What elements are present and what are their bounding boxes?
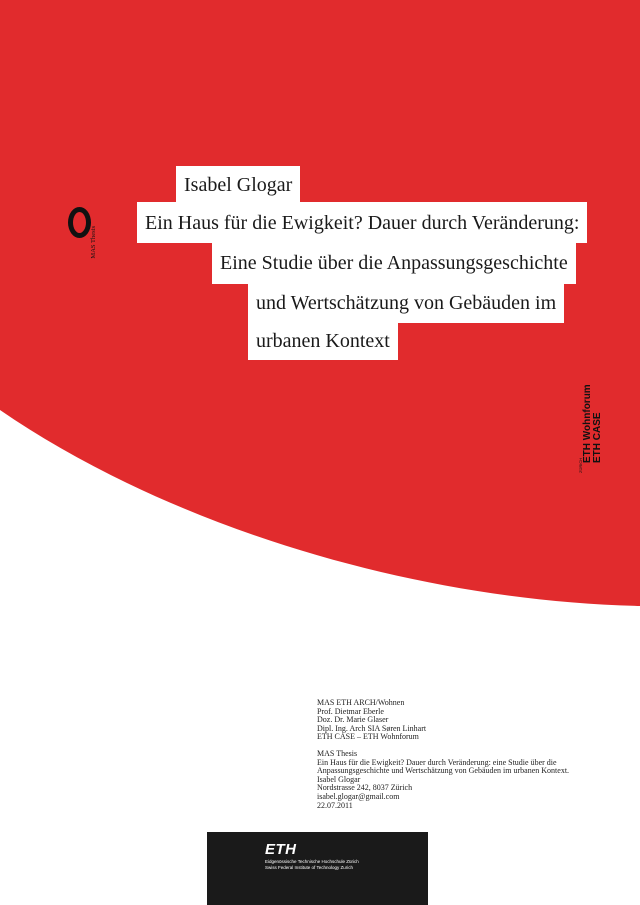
info-program-line: Doz. Dr. Marie Glaser (317, 715, 389, 725)
info-thesis-line: Anpassungsgeschichte und Wertschätzung von Gebäuden im urbanen Kontext. (317, 766, 570, 776)
title-line-2: Eine Studie über die Anpassungsgeschichte (212, 242, 576, 284)
info-thesis-line: Ein Haus für die Ewigkeit? Dauer durch Veränderung: eine Studie über die (317, 757, 557, 767)
info-thesis-line: MAS Thesis (317, 748, 358, 758)
info-program-line: Dipl. Ing. Arch SIA Søren Linhart (317, 723, 427, 733)
info-program-line: MAS ETH ARCH/Wohnen (317, 698, 405, 707)
side-branding (560, 360, 603, 480)
eth-name-english: Swiss Federal Institute of Technology Zurich (265, 865, 353, 870)
eth-logo: ETH (265, 841, 297, 858)
thesis-info-block (317, 699, 617, 810)
side-wohnforum-label: ETH Wohnforum (582, 384, 593, 463)
side-zurich-label: ZÜRICH (578, 457, 583, 473)
eth-footer-bar (207, 832, 428, 905)
info-program-line: ETH CASE – ETH Wohnforum (317, 732, 419, 742)
info-thesis-line: Nordstrasse 242, 8037 Zürich (317, 783, 413, 793)
ring-icon (68, 207, 91, 238)
info-thesis-line: isabel.glogar@gmail.com (317, 791, 400, 801)
title-line-3: und Wertschätzung von Gebäuden im (248, 283, 564, 323)
author-name: Isabel Glogar (176, 166, 300, 203)
info-thesis-line: Isabel Glogar (317, 774, 361, 784)
info-thesis-line: 22.07.2011 (317, 800, 353, 810)
title-line-4: urbanen Kontext (248, 322, 398, 360)
info-program-line: Prof. Dietmar Eberle (317, 706, 384, 716)
title-line-1: Ein Haus für die Ewigkeit? Dauer durch Veränderung: (137, 202, 587, 243)
series-label: MAS Thesis (90, 226, 97, 259)
side-case-label: ETH CASE (592, 412, 603, 463)
eth-name-german: Eidgenössische Technische Hochschule Zürich (265, 859, 359, 864)
